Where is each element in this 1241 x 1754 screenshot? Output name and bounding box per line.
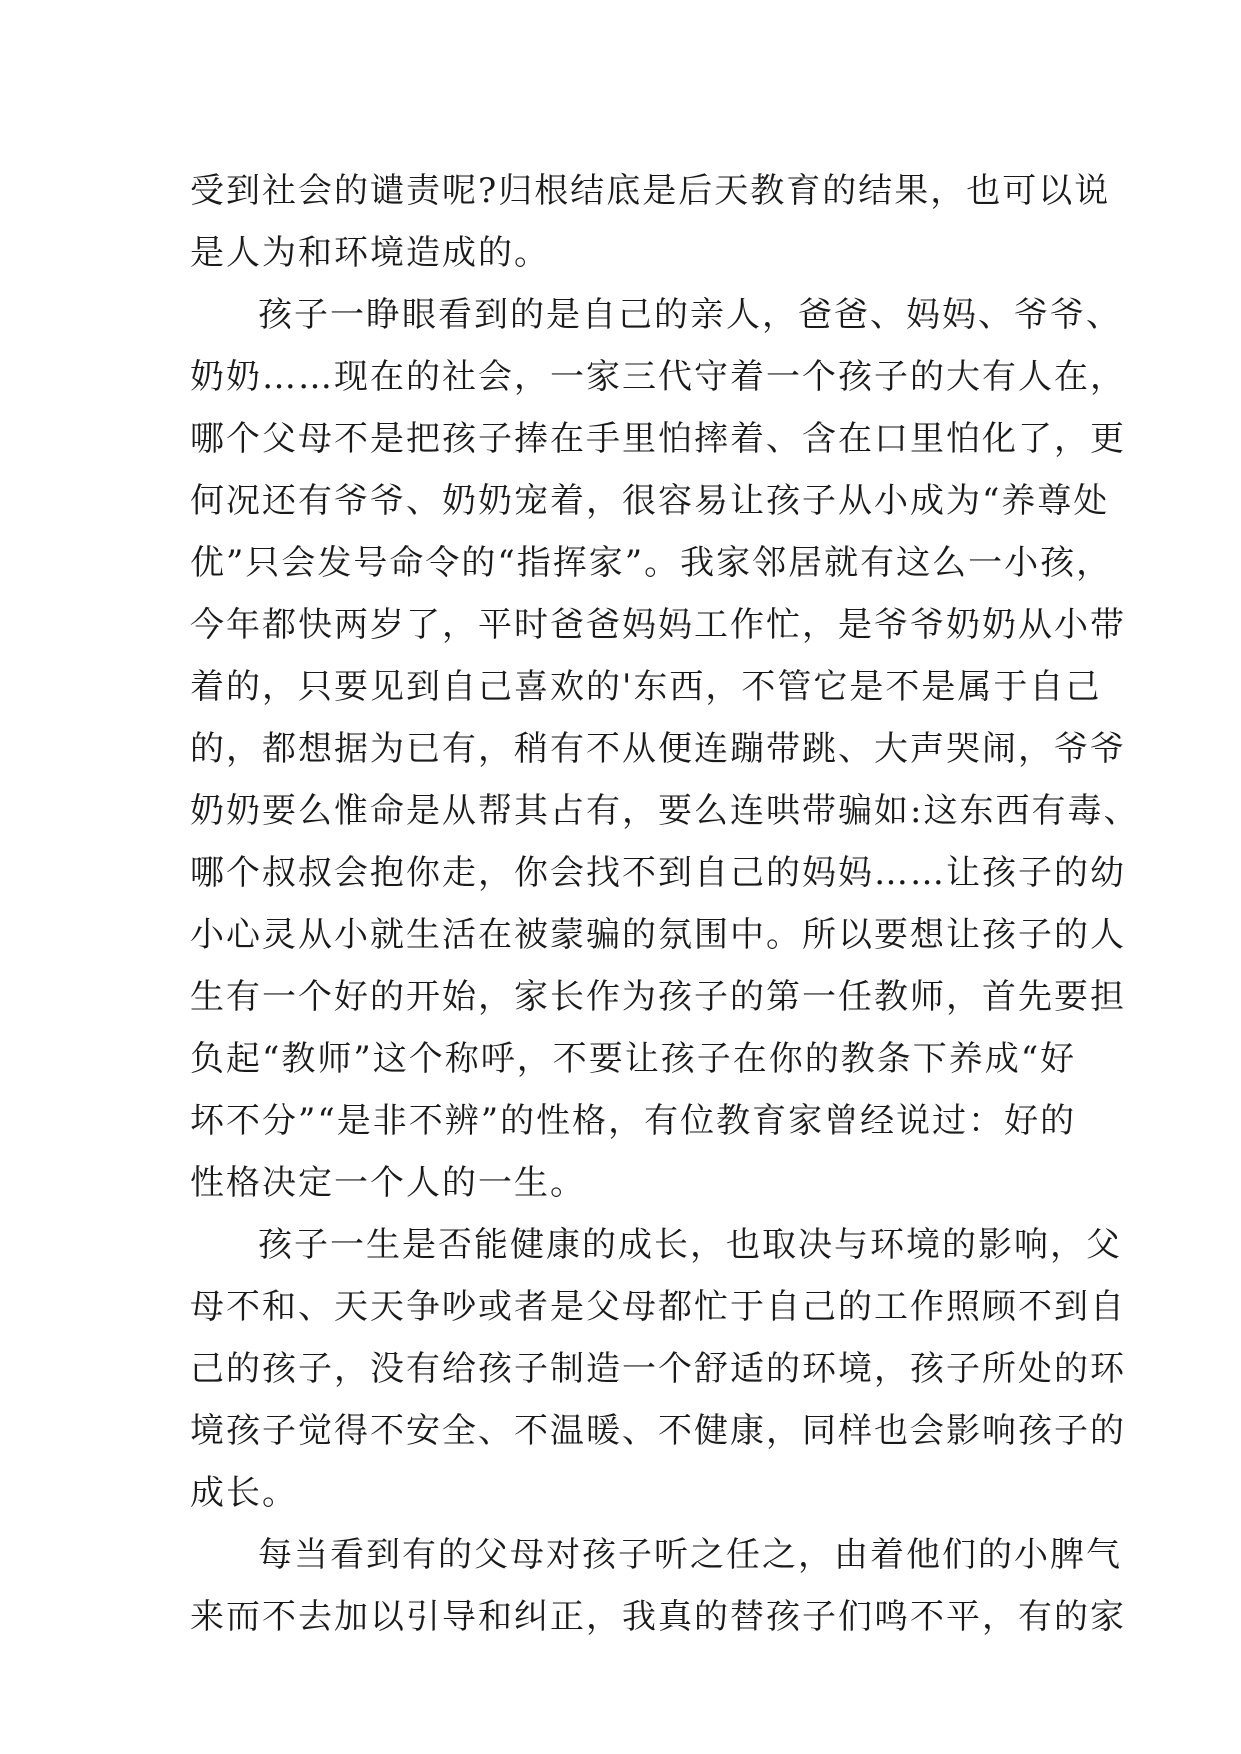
text-line: 境孩子觉得不安全、不温暖、不健康，同样也会影响孩子的 bbox=[190, 1411, 1126, 1451]
text-line: 小心灵从小就生活在被蒙骗的氛围中。所以要想让孩子的人 bbox=[190, 915, 1126, 955]
paragraph-3 bbox=[190, 1214, 1126, 1524]
text-line: 孩子一睁眼看到的是自己的亲人，爸爸、妈妈、爷爷、 bbox=[258, 295, 1122, 335]
text-line: 来而不去加以引导和纠正，我真的替孩子们鸣不平，有的家 bbox=[190, 1597, 1126, 1637]
text-line: 是人为和环境造成的。 bbox=[190, 233, 550, 273]
text-line: 哪个父母不是把孩子捧在手里怕摔着、含在口里怕化了，更 bbox=[190, 419, 1126, 459]
text-line: 母不和、天天争吵或者是父母都忙于自己的工作照顾不到自 bbox=[190, 1287, 1126, 1327]
paragraph-1 bbox=[190, 160, 1111, 284]
paragraph-2 bbox=[190, 284, 1140, 1214]
text-line: 受到社会的谴责呢?归根结底是后天教育的结果，也可以说 bbox=[190, 171, 1111, 211]
text-line: 何况还有爷爷、奶奶宠着，很容易让孩子从小成为“养尊处 bbox=[190, 481, 1110, 521]
text-line: 性格决定一个人的一生。 bbox=[190, 1163, 586, 1203]
text-line: 成长。 bbox=[190, 1473, 298, 1513]
paragraph-4 bbox=[190, 1524, 1126, 1648]
text-line: 孩子一生是否能健康的成长，也取决与环境的影响，父 bbox=[258, 1225, 1122, 1265]
document-body bbox=[190, 160, 1140, 1648]
text-line: 奶奶要么惟命是从帮其占有，要么连哄带骗如:这东西有毒、 bbox=[190, 791, 1140, 831]
text-line: 坏不分”“是非不辨”的性格，有位教育家曾经说过：好的 bbox=[190, 1101, 1077, 1141]
text-line: 己的孩子，没有给孩子制造一个舒适的环境，孩子所处的环 bbox=[190, 1349, 1126, 1389]
text-line: 着的，只要见到自己喜欢的'东西，不管它是不是属于自己 bbox=[190, 667, 1102, 707]
text-line: 优”只会发号命令的“指挥家”。我家邻居就有这么一小孩， bbox=[190, 543, 1113, 583]
text-line: 的，都想据为已有，稍有不从便连蹦带跳、大声哭闹，爷爷 bbox=[190, 729, 1126, 769]
text-line: 哪个叔叔会抱你走，你会找不到自己的妈妈……让孩子的幼 bbox=[190, 853, 1126, 893]
text-line: 每当看到有的父母对孩子听之任之，由着他们的小脾气 bbox=[258, 1535, 1122, 1575]
text-line: 生有一个好的开始，家长作为孩子的第一任教师，首先要担 bbox=[190, 977, 1126, 1017]
text-line: 负起“教师”这个称呼，不要让孩子在你的教条下养成“好 bbox=[190, 1039, 1077, 1079]
text-line: 奶奶……现在的社会，一家三代守着一个孩子的大有人在， bbox=[190, 357, 1126, 397]
text-line: 今年都快两岁了，平时爸爸妈妈工作忙，是爷爷奶奶从小带 bbox=[190, 605, 1126, 645]
